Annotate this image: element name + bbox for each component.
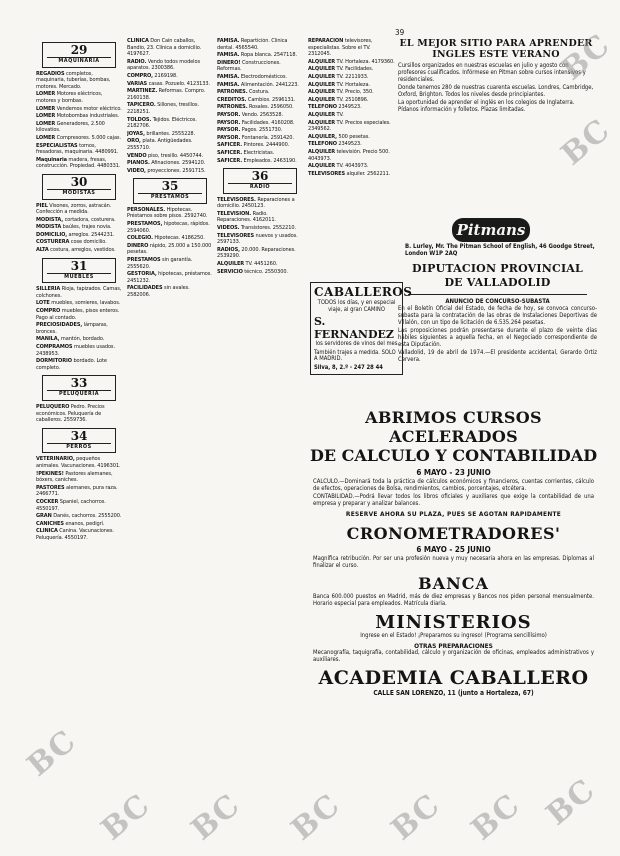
section-header bbox=[42, 42, 116, 68]
classified-item: SAFICER. Electricistas. bbox=[217, 149, 275, 156]
classified-item: VETERINARIO, pequeños animales. Vacunaciones. 4196301. bbox=[36, 456, 121, 469]
classified-item: CLINICA Canina. Vacunaciones. Peluquería. 4550197. bbox=[36, 528, 114, 541]
section-number: 33 bbox=[70, 376, 88, 391]
ad-name: S. FERNANDEZ bbox=[314, 315, 394, 342]
section-number: 31 bbox=[70, 258, 88, 273]
classified-item: ALQUILER TV. Hortaleza. 4179360. bbox=[308, 58, 395, 65]
section-header bbox=[133, 178, 207, 204]
classified-item: MARTINEZ. Reformas. Compro. 2160138. bbox=[127, 88, 206, 101]
classified-item: ORO, plata. Antigüedades. 2555710. bbox=[127, 138, 193, 151]
english-school-ad bbox=[398, 38, 594, 115]
classified-item: SILLERIA Rioja, tapizados. Camas, colchones. bbox=[36, 286, 122, 299]
academia-ad bbox=[307, 408, 600, 848]
ad-paragraph: Mecanografía, taquigrafía, contabilidad, cálculo y organización de oficinas, empleados administrativos y auxiliares. bbox=[313, 650, 594, 663]
ad-headline: ABRIMOS CURSOS ACELERADOS bbox=[365, 408, 542, 446]
classified-item: ALQUILER TV. 2211933. bbox=[308, 73, 369, 80]
notice-paragraph: Las proposiciones podrán presentarse durante el plazo de veinte días hábiles siguientes a aquella fecha, en el Negociado correspondiente de esta Diputación. bbox=[398, 328, 597, 348]
classified-item: PIEL Visones, zorros, astracán. Confección a medida. bbox=[36, 202, 112, 216]
ad-paragraph: Banca 600.000 puestos en Madrid, más de diez empresas y Bancos nos piden personal mensualmente. Horario especial para empleados. Matrícula diaria. bbox=[313, 594, 594, 607]
classified-item: PRESTAMOS sin garantía. 2555620. bbox=[127, 257, 193, 270]
reserve-line: RESERVE AHORA SU PLAZA, PUES SE AGOTAN RAPIDAMENTE bbox=[345, 510, 562, 518]
classified-item: ALQUILER, 500 pesetas. bbox=[308, 133, 370, 140]
notice-paragraph: En el Boletín Oficial del Estado, de fecha de hoy, se convoca concurso-subasta para la contratación de las obras de Instalaciones Deportivas de Villalón, con un tipo de licitación de 6.535.264 pesetas. bbox=[398, 306, 597, 326]
section-header bbox=[42, 375, 116, 401]
classified-item: VENDO piso, tresillo. 4450744. bbox=[127, 152, 204, 159]
ad-headline: MINISTERIOS bbox=[375, 612, 532, 633]
classified-item: ESPECIALISTAS tornos, fresadoras, maquinaria. 4480991. bbox=[36, 142, 119, 156]
pitmans-logo: Pitmans bbox=[452, 218, 530, 242]
notice-title: DIPUTACION PROVINCIAL bbox=[412, 262, 583, 275]
bc-watermark: BC bbox=[284, 787, 347, 848]
section-title: PERROS bbox=[47, 443, 111, 451]
classified-item: LOMER Motores eléctricos, motores y bombas. bbox=[36, 91, 103, 104]
classified-item: PRESTAMOS, hipotecas, rápidos. 2594060. bbox=[127, 221, 210, 234]
classified-item: LOMER Motobombas industriales. bbox=[36, 113, 120, 120]
classified-item: CANICHES enanos, pedigrí. bbox=[36, 520, 105, 527]
classified-item: MODISTA, cortadora, costurera. bbox=[36, 216, 116, 223]
classified-item: TELEFONO 2349523. bbox=[308, 104, 362, 111]
section-title: RADIO bbox=[228, 183, 292, 191]
classified-item: JOYAS, brillantes. 2555228. bbox=[127, 130, 196, 137]
ad-paragraph: Ingrese en el Estado! ¡Preparamos su ingreso! (Programa sencillísimo) bbox=[360, 633, 547, 639]
ad-text: También trajes a medida. SOLO A MADRID. bbox=[314, 349, 396, 363]
classified-item: ALQUILER TV. Hortaleza. bbox=[308, 81, 370, 88]
section-number: 35 bbox=[161, 179, 179, 194]
classified-item: FACILIDADES sin avales. 2582006. bbox=[127, 285, 190, 298]
classified-item: COMPRO muebles, pisos enteros. Pago al contado. bbox=[36, 308, 120, 321]
ad-paragraph: La oportunidad de aprender el inglés en los colegios de Inglaterra. Pídanos información y folletos. Plazas limitadas. bbox=[398, 100, 575, 113]
classified-item: DINERO rápido, 25.000 a 150.000 pesetas. bbox=[127, 242, 212, 256]
caballeros-ad bbox=[310, 282, 413, 375]
classified-item: MODISTA baúles, trajes novia. bbox=[36, 224, 112, 231]
classified-item: PRECIOSIDADES, lámparas, bronces. bbox=[36, 322, 108, 335]
course-dates: 6 MAYO - 25 JUNIO bbox=[416, 545, 491, 554]
notice-subtitle: ANUNCIO DE CONCURSO-SUBASTA bbox=[445, 298, 550, 305]
ad-text: los servidores de vinos del mes bbox=[315, 341, 398, 348]
classified-item: FAMISA. Electrodomésticos. bbox=[217, 73, 287, 80]
classified-item: ALQUILER TV. 4451260. bbox=[217, 261, 278, 268]
classified-item: ALQUILER TV. Precio, 350. bbox=[308, 89, 374, 96]
classified-item: TOLDOS. Tejidos. Eléctricos. 2182706. bbox=[127, 116, 197, 130]
classified-column-3 bbox=[217, 38, 303, 838]
classified-item: LOMER Compresores. 5.000 cajas. bbox=[36, 134, 121, 141]
classified-item: TAPICERO. Sillones, tresillos. 2218251. bbox=[127, 102, 199, 115]
bc-watermark: BC bbox=[94, 787, 157, 848]
ad-paragraph: Donde tenemos 280 de nuestras cuarenta escuelas. Londres, Cambridge, Oxford, Brighton. Todos los niveles desde principiantes. bbox=[398, 85, 594, 98]
classified-item: COSTURERA cose domicilio. bbox=[36, 239, 107, 246]
classified-item: PAYSOR. Facilidades. 4160208. bbox=[217, 119, 295, 126]
ad-headline: CRONOMETRADORES' bbox=[346, 524, 561, 543]
classified-item: CLINICA Don Caín caballos, Bandio, 23. Clínica a domicilio. 4197627. bbox=[127, 38, 202, 58]
notice-title: DE VALLADOLID bbox=[444, 276, 551, 289]
section-header bbox=[42, 428, 116, 454]
section-number: 30 bbox=[70, 174, 88, 189]
ad-text: TODOS los días, y en especial viaje, al gran CAMINO bbox=[317, 300, 396, 313]
classified-item: COLEGIO. Hipotecas. 4186250. bbox=[127, 235, 205, 242]
classified-item: COMPRO, 2169198. bbox=[127, 72, 178, 79]
classified-item: COMPRAMOS muebles usados. 2438953. bbox=[36, 344, 115, 357]
ad-address: Silva, 8, 2.º - 247 28 44 bbox=[314, 364, 383, 371]
classified-item: VIDEO, proyecciones. 2591715. bbox=[127, 167, 206, 174]
classified-item: ALQUILER TV. bbox=[308, 111, 344, 118]
school-address: B. Lurley, Mr. The Pitman School of English, 46 Goodge Street, London W1P 2AQ bbox=[405, 243, 595, 257]
page-folio: 39 bbox=[395, 28, 405, 37]
classified-item: PELUQUERO Pedro. Precios económicos. Peluquería de caballeros. 2559736. bbox=[36, 403, 105, 424]
classified-item: LOTE muebles, somieres, lavabos. bbox=[36, 300, 121, 307]
academy-address: CALLE SAN LORENZO, 11 (junto a Hortaleza, 67) bbox=[373, 689, 534, 697]
classified-item: PIANOS. Afinaciones. 2594120. bbox=[127, 160, 206, 167]
classified-item: REGADIOS completos, maquinaria, tuberías, bombas, motores. Mercado. bbox=[36, 70, 111, 90]
classified-item: LOMER Vendemos motor eléctrico. bbox=[36, 105, 122, 112]
classified-item: TELEVISION. Radio. Reparaciones. 4162011. bbox=[217, 210, 276, 224]
bc-watermark: BC bbox=[539, 772, 602, 833]
classified-item: LOMER Generadores, 2.500 kilovatios. bbox=[36, 120, 105, 134]
section-number: 34 bbox=[70, 428, 88, 443]
classified-item: VIDEOS. Transistores. 2552210. bbox=[217, 225, 296, 232]
bc-watermark: BC bbox=[184, 787, 247, 848]
classified-column-4 bbox=[308, 38, 395, 313]
classified-item: ALTA costura, arreglos, vestidos. bbox=[36, 247, 116, 254]
classified-item: ALQUILER TV. 4043973. bbox=[308, 163, 369, 170]
classified-item: FAMISA. Alimentación. 2441223. bbox=[217, 81, 299, 88]
classified-item: PASTORES alemanes, pura raza. 2466771. bbox=[36, 484, 118, 498]
classified-item: ALQUILER TV. Precios especiales. 2349562. bbox=[308, 119, 391, 133]
section-header bbox=[42, 174, 116, 200]
classified-item: REPARACION televisores, especialistas. Sobre el TV. 2312045. bbox=[308, 38, 373, 58]
ad-paragraph: Magnífica retribución. Por ser una profesión nueva y muy necesaria ahora en las empresas. Diplomas al finalizar el curso. bbox=[313, 556, 594, 569]
diputacion-notice bbox=[398, 262, 597, 365]
notice-signature: Valladolid, 19 de abril de 1974.—El presidente accidental, Gerardo Ortiz Cervera. bbox=[398, 350, 597, 363]
divider bbox=[408, 294, 587, 295]
ad-headline: BANCA bbox=[418, 574, 489, 593]
classified-item: TELEVISORES. Reparaciones a domicilio. 2450123. bbox=[217, 196, 295, 210]
classified-item: VARIAS casas. Pozuelo. 4123133. bbox=[127, 80, 210, 87]
section-number: 36 bbox=[251, 169, 269, 184]
bc-watermark: BC bbox=[554, 27, 617, 88]
classified-item: !PEKINES! Pastores alemanes, bóxers, caniches. bbox=[36, 470, 113, 484]
section-title: MAQUINARIA bbox=[47, 57, 111, 65]
ad-paragraph: CONTABILIDAD.—Podrá llevar todos los libros oficiales y auxiliares que exige la contabilidad de una empresa y preparar y analizar balances. bbox=[313, 494, 594, 507]
classified-item: PATRONES. Rosales. 2596050. bbox=[217, 104, 294, 111]
classified-item: PERSONALES. Hipotecas. Préstamos sobre pisos. 2592740. bbox=[127, 206, 208, 220]
classified-item: PAYSOR. Fontanería. 2591420. bbox=[217, 134, 294, 141]
academy-name: ACADEMIA CABALLERO bbox=[318, 667, 589, 689]
bc-watermark: BC bbox=[464, 787, 527, 848]
ad-paragraph: Cursillos organizados en nuestras escuelas en julio y agosto con profesores cualificados. Infórmese en Pitman sobre cursos intensivos y residenciales. bbox=[398, 63, 586, 83]
classified-item: DINERO! Construcciones. Reformas. bbox=[217, 59, 281, 73]
ad-subheading: OTRAS PREPARACIONES bbox=[414, 642, 493, 650]
classified-item: SAFICER. Pintores. 2444900. bbox=[217, 142, 290, 149]
section-title: MODISTAS bbox=[47, 189, 111, 197]
course-dates: 6 MAYO - 23 JUNIO bbox=[416, 468, 491, 477]
classified-column-1 bbox=[36, 38, 122, 838]
section-title: PELUQUERIA bbox=[47, 390, 111, 398]
classified-item: RADIOS, 20.000. Reparaciones. 2539290. bbox=[217, 246, 296, 260]
classified-item: Maquinaria madera, fresas, construcción. Propiedad. 4480331. bbox=[36, 156, 121, 170]
ad-paragraph: CALCULO.—Dominará toda la práctica de cálculos económicos y financieros, cuentas corrientes, cálculo de efectos, operaciones de Bolsa, rendimientos, cambios, porcentajes, etcétera. bbox=[313, 479, 594, 492]
classified-column-2 bbox=[127, 38, 213, 838]
ad-headline: EL MEJOR SITIO PARA APRENDER INGLES ESTE VERANO bbox=[399, 38, 593, 60]
classified-item: SERVICIO técnico. 2550300. bbox=[217, 268, 288, 275]
classified-item: TELEFONO 2349523. bbox=[308, 141, 362, 148]
section-header bbox=[223, 168, 297, 194]
classified-item: ALQUILER televisión. Precio 500. 4043973. bbox=[308, 148, 390, 162]
section-number: 29 bbox=[70, 43, 88, 57]
bc-watermark: BC bbox=[554, 112, 617, 173]
classified-item: RADIO. Vendo todos modelos aparatos. 2300386. bbox=[127, 58, 200, 72]
classified-item: DORMITORIO bordado. Lote completo. bbox=[36, 358, 107, 371]
classified-item: FAMISA. Repartición. Clínica dental. 4565540. bbox=[217, 38, 288, 51]
classified-item: PAYSOR. Pagos. 2551730. bbox=[217, 127, 283, 134]
classified-item: CREDITOS. Cambios. 2596131. bbox=[217, 96, 296, 103]
classified-item: TELEVISORES nuevos y usados. 2597133. bbox=[217, 232, 298, 246]
classified-item: DOMICILIO, arreglos. 2544231. bbox=[36, 231, 115, 238]
classified-item: ALQUILER TV. 2510896. bbox=[308, 96, 369, 103]
classified-item: ALQUILER TV. Facilidades. bbox=[308, 66, 374, 73]
classified-item: FAMISA. Ropa blanca. 2547118. bbox=[217, 52, 297, 59]
classified-item: MANILA, mantón, bordado. bbox=[36, 336, 105, 343]
classified-item: PAYSOR. Vendo. 2563528. bbox=[217, 111, 283, 118]
classified-item: GESTORIA, hipotecas, préstamos. 2451232. bbox=[127, 271, 212, 284]
classified-item: TELEVISORES alquiler. 2562211. bbox=[308, 170, 391, 177]
section-header bbox=[42, 258, 116, 284]
ad-headline: DE CALCULO Y CONTABILIDAD bbox=[309, 446, 598, 465]
ad-title: CABALLEROS bbox=[314, 285, 413, 299]
classified-item: PATRONES. Costura. bbox=[217, 89, 270, 96]
classified-item: COCKER Spaniel, cachorros. 4550197. bbox=[36, 498, 106, 512]
section-title: MUEBLES bbox=[47, 273, 111, 281]
section-title: PRESTAMOS bbox=[138, 193, 202, 201]
classified-item: SAFICER. Empleados. 2463190. bbox=[217, 157, 297, 164]
bc-watermark: BC bbox=[20, 723, 83, 784]
classified-item: GRAN Danés, cachorros. 2555200. bbox=[36, 513, 122, 520]
bc-watermark: BC bbox=[384, 787, 447, 848]
